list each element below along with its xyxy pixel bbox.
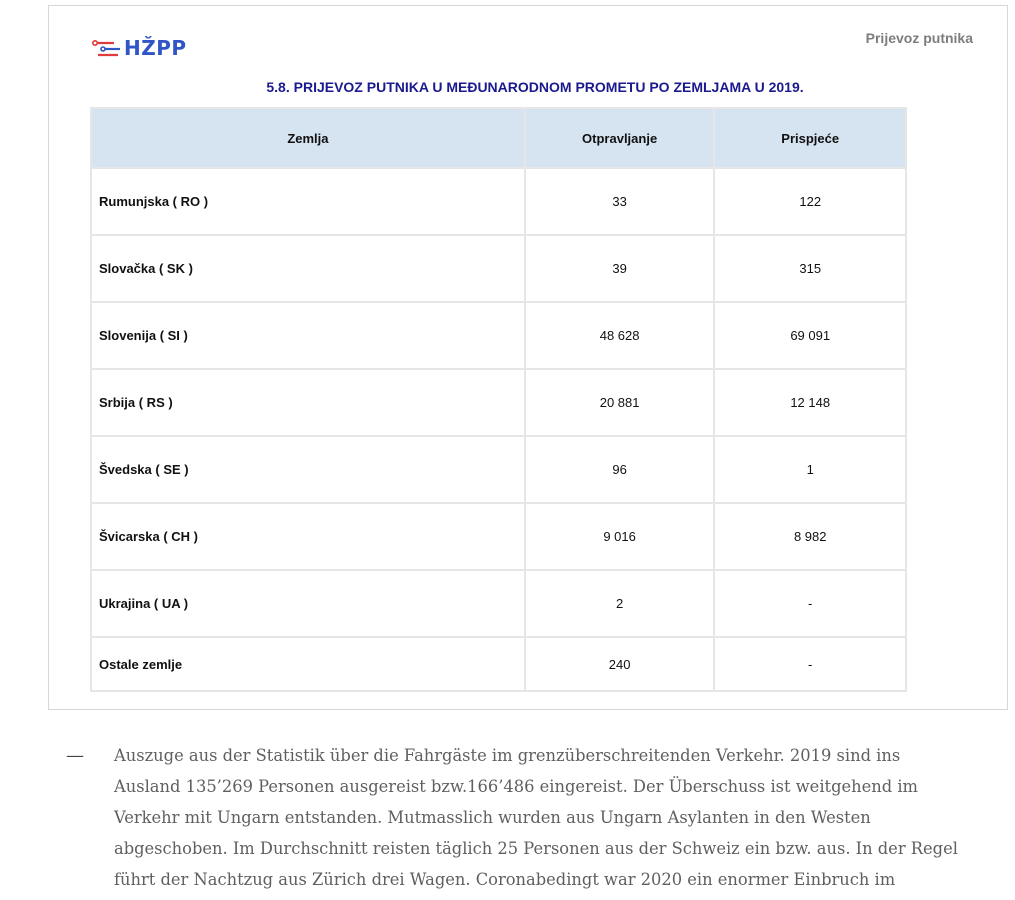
table-row: [91, 503, 906, 570]
column-header-country: Zemlja: [91, 108, 525, 168]
statistics-table: [90, 107, 907, 692]
article-text: [66, 740, 996, 895]
table-title: 5.8. PRIJEVOZ PUTNIKA U MEĐUNARODNOM PROMETU PO ZEMLJAMA U 2019.: [266, 79, 804, 95]
arrivals-cell: 315: [714, 235, 906, 302]
country-cell: Ostale zemlje: [91, 637, 525, 691]
departures-cell: 9 016: [525, 503, 715, 570]
table-row: [91, 436, 906, 503]
country-cell: Srbija ( RS ): [91, 369, 525, 436]
arrivals-cell: -: [714, 570, 906, 637]
rail-logo-icon: [92, 38, 122, 58]
departures-cell: 39: [525, 235, 715, 302]
article-paragraph: [114, 740, 958, 895]
arrivals-cell: 122: [714, 168, 906, 235]
em-dash-marker: —: [66, 745, 84, 766]
logo-text: HŽPP: [124, 36, 187, 60]
country-cell: Slovačka ( SK ): [91, 235, 525, 302]
section-label: Prijevoz putnika: [865, 30, 973, 46]
departures-cell: 2: [525, 570, 715, 637]
arrivals-cell: 69 091: [714, 302, 906, 369]
table-row: [91, 570, 906, 637]
table-row: [91, 235, 906, 302]
table-row: [91, 302, 906, 369]
departures-cell: 96: [525, 436, 715, 503]
arrivals-cell: 1: [714, 436, 906, 503]
paragraph-line: Auszuge aus der Statistik über die Fahrgäste im grenzüberschreitenden Verkehr. 2019 sind ins: [114, 746, 901, 765]
paragraph-line: abgeschoben. Im Durchschnitt reisten täglich 25 Personen aus der Schweiz ein bzw. aus. In der Regel: [114, 839, 958, 858]
departures-cell: 33: [525, 168, 715, 235]
country-cell: Ukrajina ( UA ): [91, 570, 525, 637]
departures-cell: 20 881: [525, 369, 715, 436]
table-header-row: [91, 108, 906, 168]
paragraph-line: Verkehr mit Ungarn entstanden. Mutmasslich wurden aus Ungarn Asylanten in den Westen: [114, 808, 871, 827]
arrivals-cell: -: [714, 637, 906, 691]
country-cell: Švicarska ( CH ): [91, 503, 525, 570]
arrivals-cell: 8 982: [714, 503, 906, 570]
country-cell: Švedska ( SE ): [91, 436, 525, 503]
hzpp-logo: [92, 36, 187, 60]
departures-cell: 48 628: [525, 302, 715, 369]
paragraph-line: Ausland 135’269 Personen ausgereist bzw.166’486 eingereist. Der Überschuss ist weitgehend im: [114, 777, 918, 796]
column-header-arrivals: Prispjeće: [714, 108, 906, 168]
paragraph-line: führt der Nachtzug aus Zürich drei Wagen. Coronabedingt war 2020 ein enormer Einbruch im: [114, 870, 896, 889]
column-header-departures: Otpravljanje: [525, 108, 715, 168]
table-row: [91, 168, 906, 235]
arrivals-cell: 12 148: [714, 369, 906, 436]
country-cell: Rumunjska ( RO ): [91, 168, 525, 235]
table-row: [91, 369, 906, 436]
country-cell: Slovenija ( SI ): [91, 302, 525, 369]
table-row: [91, 637, 906, 691]
departures-cell: 240: [525, 637, 715, 691]
